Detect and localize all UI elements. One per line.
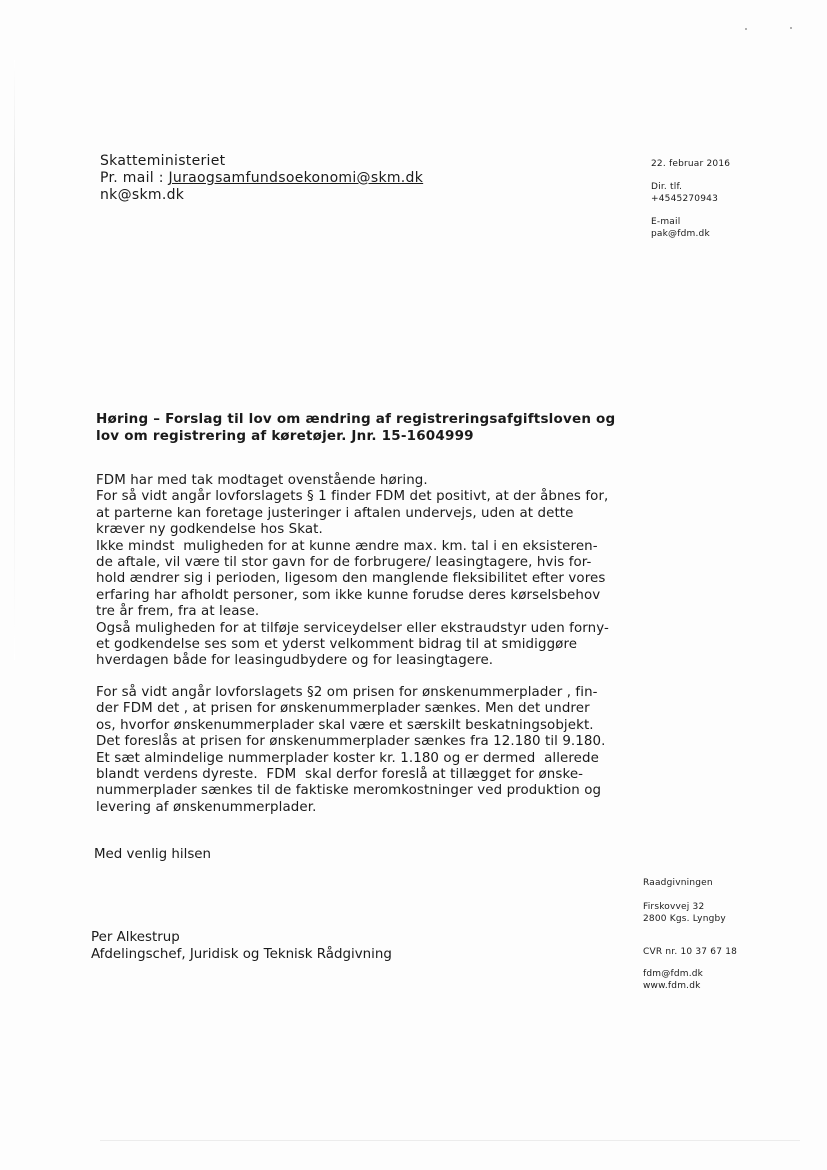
recipient-block [100,153,423,204]
body-line: blandt verdens dyreste. FDM skal derfor foreslå at tillægget for ønske- [96,767,584,783]
body-line: at parterne kan foretage justeringer i aftalen undervejs, uden at dette [96,505,574,521]
body-line: FDM har med tak modtaget ovenstående høring. [96,473,428,488]
body-line: nummerplader sænkes til de faktiske meromkostninger ved produktion og [96,783,602,799]
footer-cvr: CVR nr. 10 37 67 18 [643,947,738,957]
body-line: tre år frem, fra at lease. [96,604,260,620]
body-line: Også muligheden for at tilføje serviceydelser eller ekstraudstyr uden forny- [96,620,609,636]
body-line: os, hvorfor ønskenummerplader skal være et særskilt beskatningsobjekt. [96,717,594,733]
mail-prefix: Pr. mail : [100,170,169,186]
body-line: hold ændrer sig i perioden, ligesom den manglende fleksibilitet efter vores [96,571,606,587]
body-line: erfaring har afholdt personer, som ikke kunne forudse deres kørselsbehov [96,587,601,603]
footer-street: Firskovvej 32 [643,902,705,912]
letter-subject [96,411,636,445]
recipient-name: Skatteministeriet [100,153,226,169]
body-line: et godkendelse ses som et yderst velkomment bidrag til at smidiggøre [96,637,578,653]
body-paragraph-1 [96,473,609,670]
phone-number: +4545270943 [651,194,719,204]
recipient-cc-email[interactable]: nk@skm.dk [100,187,185,203]
body-line: Det foreslås at prisen for ønskenummerplader sænkes fra 12.180 til 9.180. [96,734,606,750]
footer-email[interactable]: fdm@fdm.dk [643,969,704,979]
footer-info-block [643,877,737,992]
body-line: der FDM det , at prisen for ønskenummerplader sænkes. Men det undrer [96,701,590,717]
email-label: E-mail [651,217,681,227]
phone-label: Dir. tlf. [651,182,683,192]
footer-department: Raadgivningen [643,878,713,888]
sender-info-block [651,158,730,240]
footer-city: 2800 Kgs. Lyngby [643,914,726,924]
recipient-mail-line [100,170,423,187]
footer-website[interactable]: www.fdm.dk [643,981,701,991]
body-line: Et sæt almindelige nummerplader koster kr. 1.180 og er dermed allerede [96,750,599,766]
closing-greeting: Med venlig hilsen [94,847,212,862]
scan-edge-left [14,60,15,660]
body-line: hverdagen både for leasingudbydere og for leasingtagere. [96,653,494,669]
signature-block [91,929,392,963]
signer-title: Afdelingschef, Juridisk og Teknisk Rådgivning [91,947,392,962]
sender-email[interactable]: pak@fdm.dk [651,229,710,239]
body-line: For så vidt angår lovforslagets § 1 finder FDM det positivt, at der åbnes for, [96,489,609,505]
letter-date: 22. februar 2016 [651,159,731,169]
body-line: Ikke mindst muligheden for at kunne ændre max. km. tal i en eksisteren- [96,538,598,554]
body-line: For så vidt angår lovforslagets §2 om prisen for ønskenummerplader , fin- [96,685,598,700]
signer-name: Per Alkestrup [91,930,180,945]
recipient-mail-link[interactable]: Juraogsamfundsoekonomi@skm.dk [168,170,424,186]
body-line: levering af ønskenummerplader. [96,799,317,815]
subject-line-1: Høring – Forslag til lov om ændring af registreringsafgiftsloven og [96,411,616,427]
body-line: kræver ny godkendelse hos Skat. [96,522,323,538]
body-line: de aftale, vil være til stor gavn for de forbrugere/ leasingtagere, hvis for- [96,555,592,571]
scan-edge-bottom [100,1140,800,1141]
scan-speck [790,27,792,29]
scan-speck [745,28,747,30]
body-paragraph-2 [96,685,606,816]
subject-line-2: lov om registrering af køretøjer. Jnr. 15-1604999 [96,428,474,444]
